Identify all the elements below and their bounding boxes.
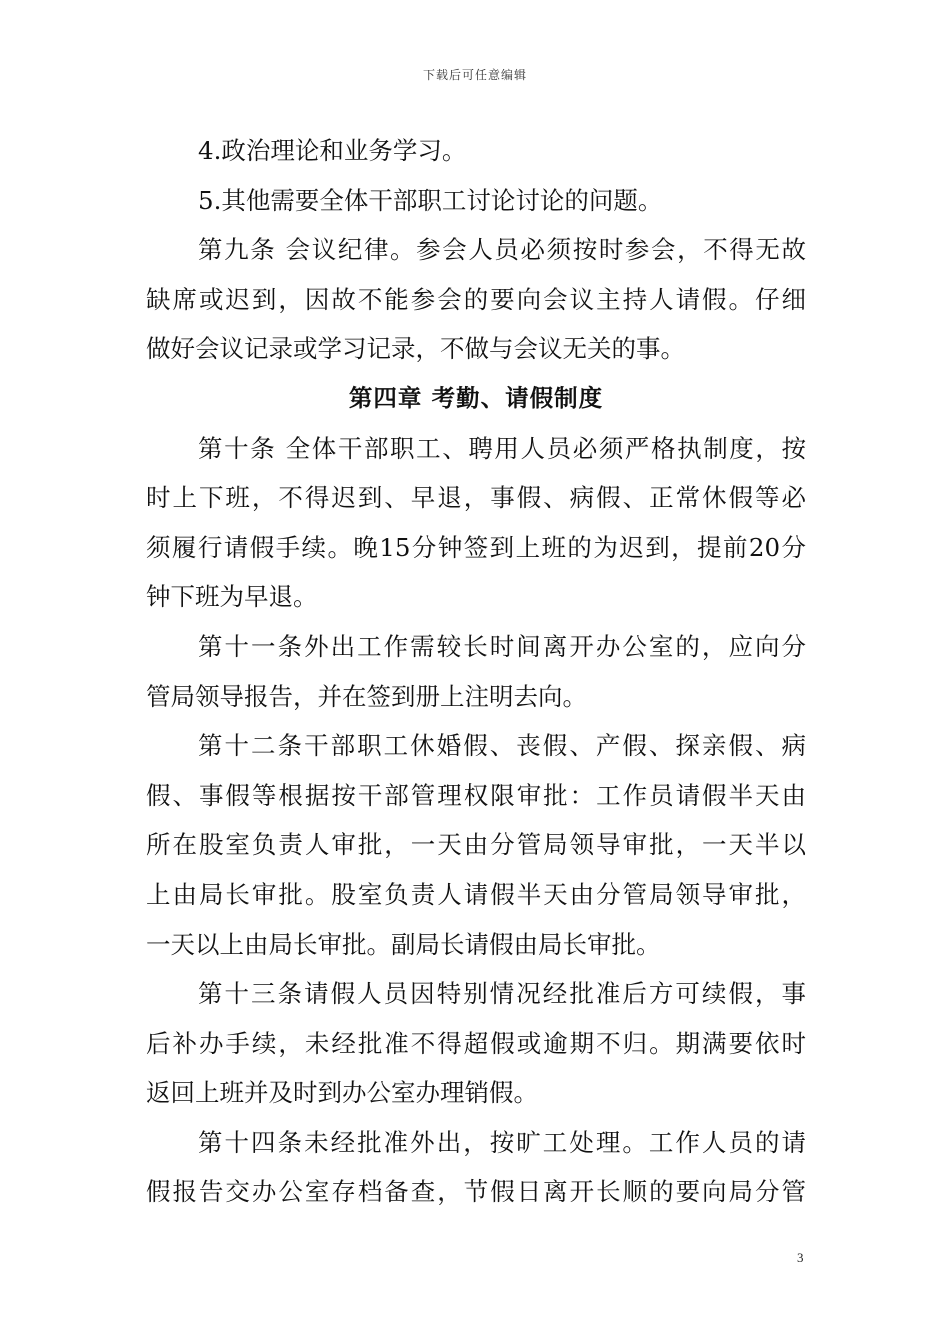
page-header: 下载后可任意编辑 [422,68,527,82]
article-10-line-3: 须履行请假手续。晚15分钟签到上班的为迟到，提前20分 [146,532,806,562]
list-item-5: 5.其他需要全体干部职工讨论讨论的问题。 [198,185,663,215]
article-14-line-2: 假报告交办公室存档备查，节假日离开长顺的要向局分管 [146,1177,806,1207]
article-12-line-2: 假、事假等根据按干部管理权限审批：工作员请假半天由 [146,780,806,810]
article-14-line-1: 第十四条未经批准外出，按旷工处理。工作人员的请 [198,1127,806,1157]
article-11-line-2: 管局领导报告，并在签到册上注明去向。 [146,681,587,711]
article-13-line-2: 后补办手续，未经批准不得超假或逾期不归。期满要依时 [146,1028,806,1058]
article-10-line-4: 钟下班为早退。 [146,582,318,612]
article-11-line-1: 第十一条外出工作需较长时间离开办公室的，应向分 [198,631,806,661]
article-9-line-1: 第九条 会议纪律。参会人员必须按时参会，不得无故 [198,235,806,265]
article-13-line-3: 返回上班并及时到办公室办理销假。 [146,1078,538,1108]
article-10-line-1: 第十条 全体干部职工、聘用人员必须严格执制度，按 [198,433,806,463]
document-body [146,126,806,1217]
list-item-4: 4.政治理论和业务学习。 [198,136,467,165]
article-13-line-1: 第十三条请假人员因特别情况经批准后方可续假，事 [198,979,806,1009]
article-12-line-4: 上由局长审批。股室负责人请假半天由分管局领导审批， [146,879,806,909]
article-9-line-2: 缺席或迟到，因故不能参会的要向会议主持人请假。仔细 [146,284,806,314]
article-10-line-2: 时上下班，不得迟到、早退，事假、病假、正常休假等必 [146,483,806,513]
article-9-line-3: 做好会议记录或学习记录，不做与会议无关的事。 [146,334,685,364]
article-12-line-3: 所在股室负责人审批，一天由分管局领导审批，一天半以 [146,830,806,860]
page-number: 3 [797,1250,804,1265]
chapter-heading: 第四章 考勤、请假制度 [348,383,604,412]
article-12-line-1: 第十二条干部职工休婚假、丧假、产假、探亲假、病 [198,731,806,761]
article-12-line-5: 一天以上由局长审批。副局长请假由局长审批。 [146,929,661,959]
